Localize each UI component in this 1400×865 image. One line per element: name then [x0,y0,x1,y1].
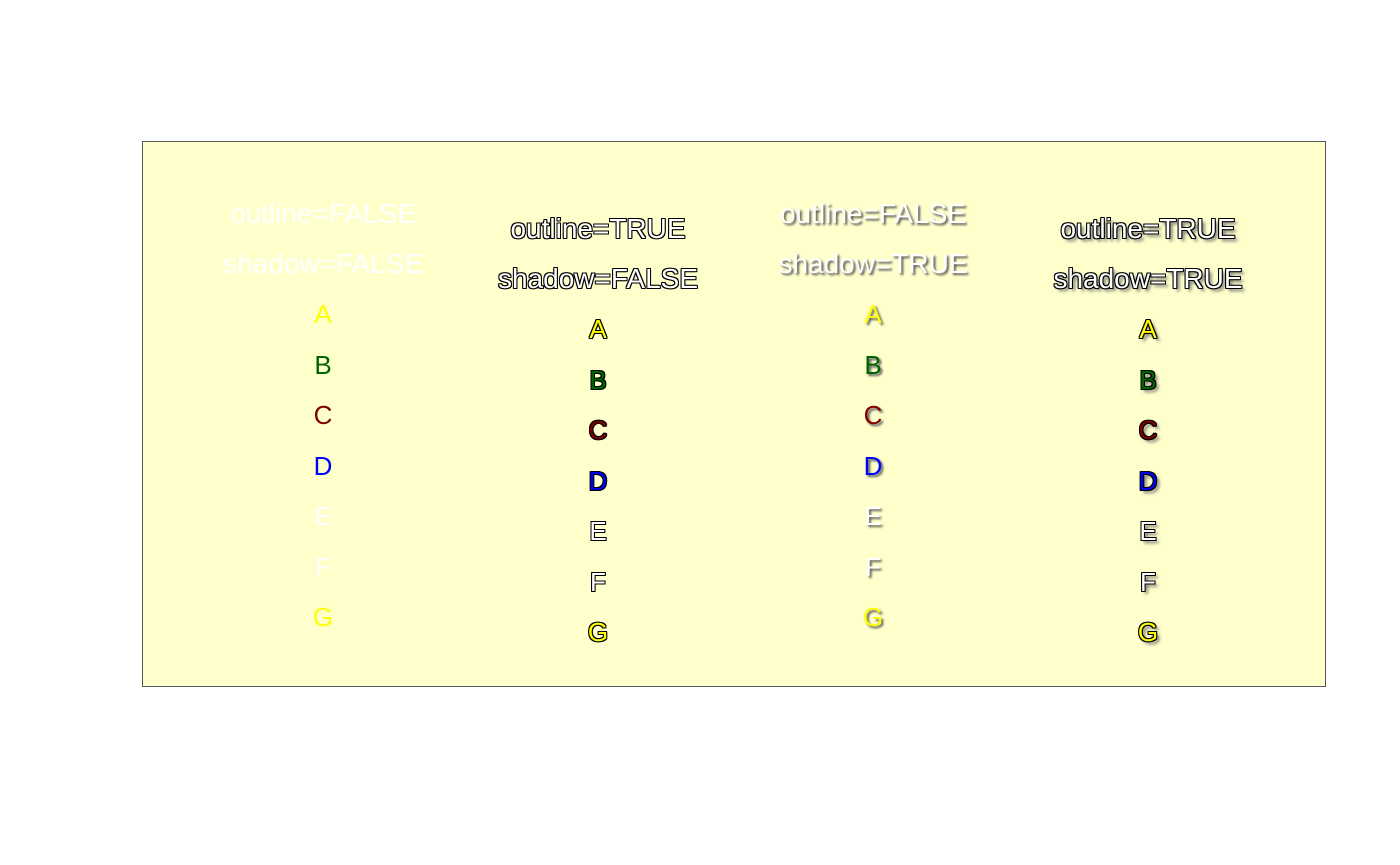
letter-c: C [313,400,333,430]
column-outline-true-shadow-true [1018,212,1278,666]
column-outline-true-shadow-false [468,212,728,666]
column-outline-false-shadow-true [743,197,1003,651]
column-header-shadow: shadow=TRUE [1053,263,1243,294]
column-header-outline: outline=TRUE [1060,213,1236,244]
letter-d: D [863,450,883,481]
column-header-outline: outline=FALSE [779,198,967,229]
letter-e: E [864,501,882,531]
letter-a: A [314,299,332,329]
letter-b: B [314,349,332,380]
letter-e: E [314,501,332,531]
letter-e: E [589,516,607,546]
column-header-shadow: shadow=TRUE [778,248,968,279]
letter-b: B [864,349,882,380]
column-header-outline: outline=TRUE [510,213,686,244]
letter-c: C [588,415,608,445]
letter-b: B [1139,364,1157,395]
letter-c: C [1138,415,1158,445]
letter-d: D [1138,465,1158,496]
letter-f: F [315,551,331,582]
letter-g: G [312,602,334,632]
letter-c: C [863,400,883,430]
letter-d: D [313,450,333,481]
letter-e: E [1139,516,1157,546]
letter-f: F [865,551,881,582]
plot-panel [142,141,1326,687]
column-header-shadow: shadow=FALSE [497,263,699,294]
letter-a: A [1139,314,1157,344]
letter-a: A [864,299,882,329]
letter-f: F [590,566,606,597]
letter-d: D [588,465,608,496]
column-header-shadow: shadow=FALSE [222,248,424,279]
letter-g: G [862,602,884,632]
column-outline-false-shadow-false [193,197,453,651]
letter-g: G [587,617,609,647]
letter-g: G [1137,617,1159,647]
column-header-outline: outline=FALSE [229,198,417,229]
letter-f: F [1140,566,1156,597]
letter-a: A [589,314,607,344]
letter-b: B [589,364,607,395]
